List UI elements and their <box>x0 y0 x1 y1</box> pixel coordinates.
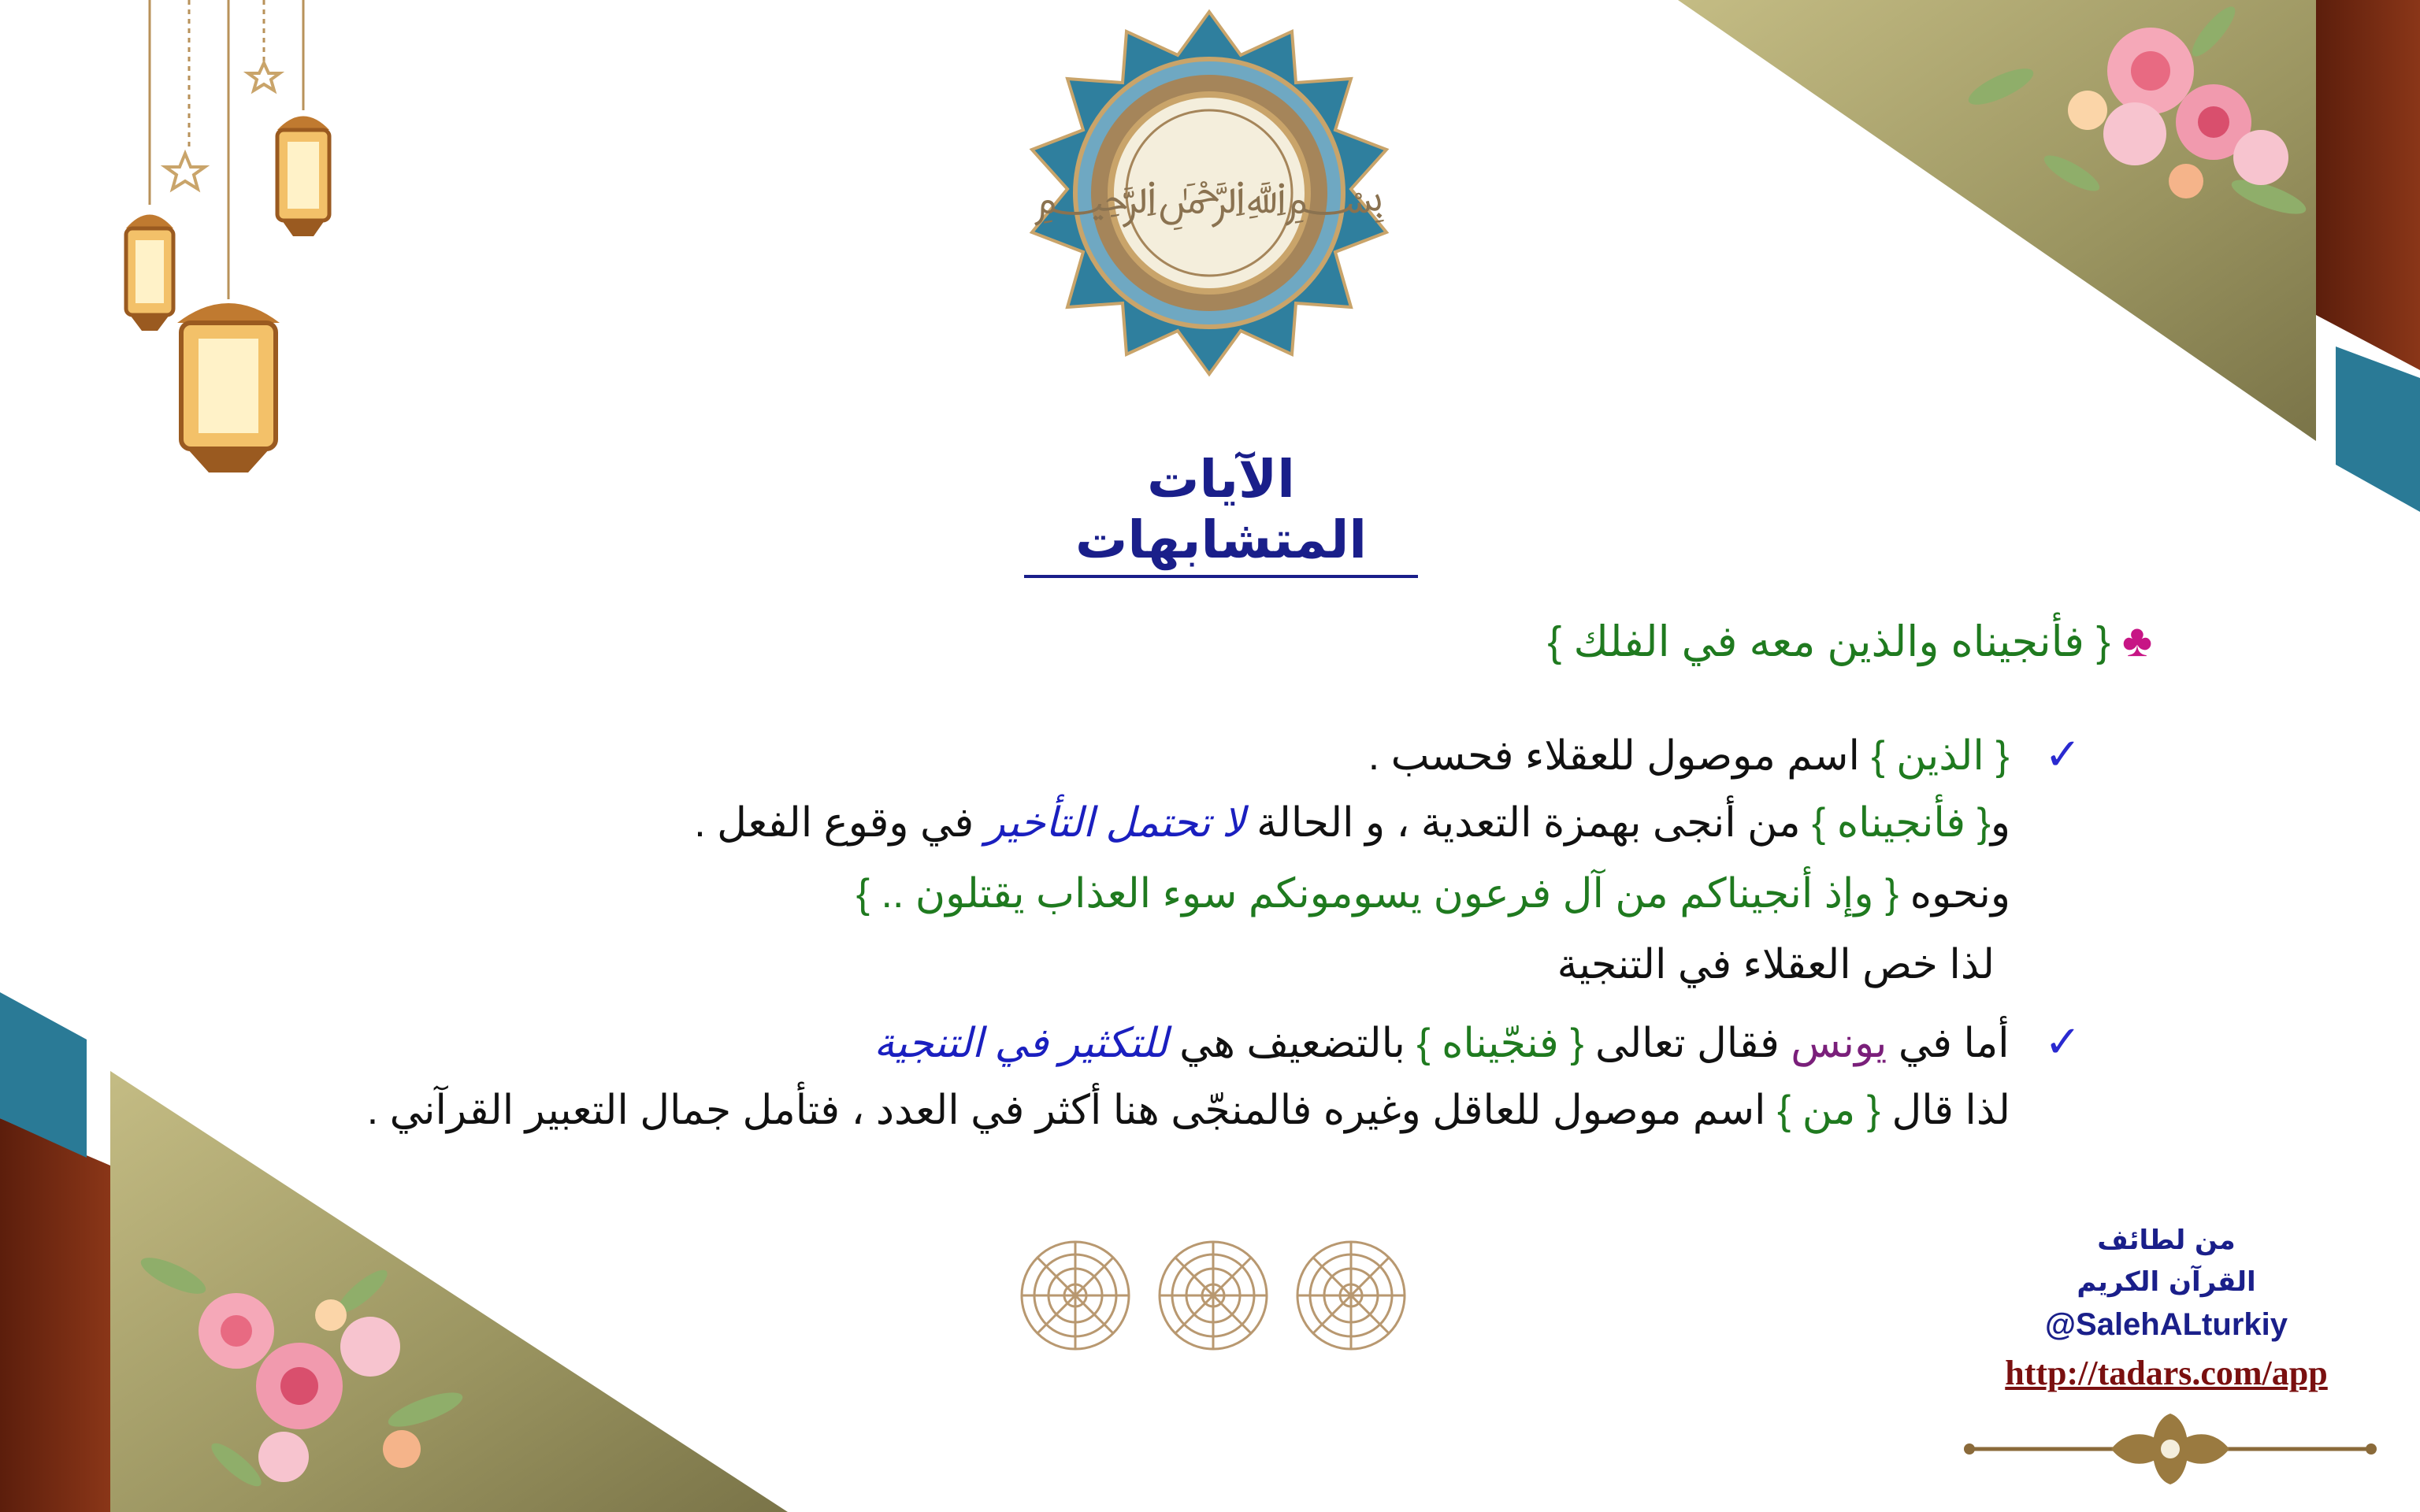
top-right-teal-accent <box>2336 346 2420 512</box>
app-link[interactable]: http://tadars.com/app <box>2005 1354 2328 1392</box>
check-icon: ✓ <box>2044 1017 2081 1066</box>
point-2-line-1-prefix: أما في <box>1887 1021 2010 1066</box>
point-2-line-1-text: فقال تعالى <box>1583 1021 1791 1066</box>
point-1-line-1 <box>1368 728 2081 780</box>
check-icon: ✓ <box>2044 729 2081 779</box>
point-2-line-1 <box>874 1016 2081 1068</box>
point-1-line-2 <box>694 799 2010 847</box>
surah-yunus: يونس <box>1791 1021 1887 1066</box>
point-2-line-2-prefix: لذا قال <box>1880 1088 2010 1133</box>
club-suit-icon: ♣ <box>2121 615 2152 666</box>
ornament-row-icon <box>1016 1232 1410 1358</box>
twitter-handle[interactable]: @SalehALturkiy <box>2045 1307 2288 1342</box>
point-1-line-2-end: في وقوع الفعل . <box>694 800 985 846</box>
flower-bouquet-icon <box>1954 0 2316 244</box>
quran-emblem-icon <box>1024 8 1394 378</box>
lantern-2 <box>177 303 280 472</box>
quote-fanajjaynahu: { فنجّيناه } <box>1416 1021 1584 1066</box>
flower-bouquet-icon <box>126 1228 481 1512</box>
point-1-line-3-prefix: ونحوه <box>1899 871 2010 917</box>
point-1-line-2-prefix: و <box>1990 800 2010 846</box>
point-1-line-1-text: اسم موصول للعقلاء فحسب . <box>1368 733 1872 779</box>
lantern-1 <box>126 215 173 332</box>
point-1-line-4 <box>1557 941 1995 988</box>
point-2-line-1-mid: بالتضعيف هي <box>1167 1021 1417 1066</box>
point-2-line-2-text: اسم موصول للعاقل وغيره فالمنجّى هنا أكثر في العدد ، فتأمل جمال التعبير القرآني . <box>366 1088 1777 1133</box>
lantern-3 <box>277 117 329 237</box>
signature-line-1: من لطائف <box>2097 1225 2236 1256</box>
page-title: الآيات المتشابهات <box>1024 449 1418 578</box>
divider-ornament-icon <box>1962 1410 2379 1488</box>
emphasis-multiplicity: للتكثير في التنجية <box>874 1021 1168 1066</box>
quote-fa-anjaynahu: { فأنجيناه } <box>1812 800 1991 846</box>
signature-line-2: القرآن الكريم <box>2077 1266 2256 1298</box>
point-2-line-2 <box>367 1087 2010 1134</box>
emblem-calligraphy: ﷽ <box>1034 170 1385 224</box>
top-right-brown-strip <box>2316 0 2420 370</box>
hanging-lanterns-icon <box>95 0 354 488</box>
quote-man: { من } <box>1776 1088 1881 1133</box>
emphasis-no-delay: لا تحتمل التأخير <box>985 800 1245 846</box>
point-1-line-3 <box>856 870 2010 917</box>
verse-heading-text: { فأنجيناه والذين معه في الفلك } <box>1547 618 2110 665</box>
quote-wa-idh-anjaynakum: { وإذ أنجيناكم من آل فرعون يسومونكم سوء العذاب يقتلون .. } <box>856 871 1899 917</box>
quote-alladhina: { الذين } <box>1871 733 2010 779</box>
bottom-left-brown-strip <box>0 1118 110 1512</box>
point-1-line-2-text: من أنجى بهمزة التعدية ، و الحالة <box>1245 800 1813 846</box>
verse-heading <box>1547 614 2152 667</box>
point-1-line-4-text: لذا خص العقلاء في التنجية <box>1557 942 1995 988</box>
